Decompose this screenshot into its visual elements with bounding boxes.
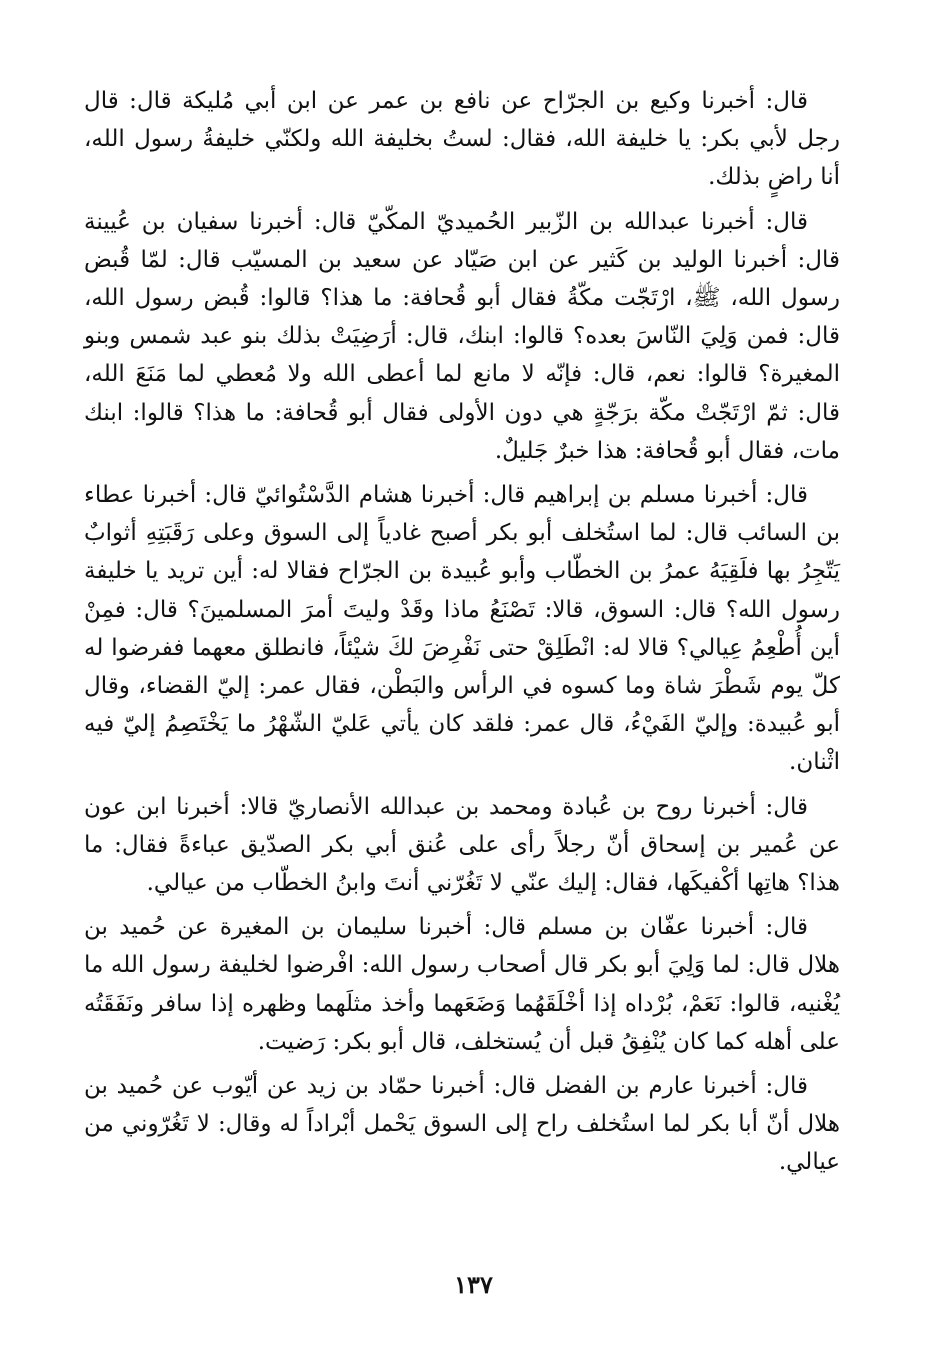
paragraph-4: قال: أخبرنا روح بن عُبادة ومحمد بن عبدالله الأنصاريّ قالا: أخبرنا ابن عون عن عُمير بن إسحاق أنّ رجلاً رأى على عُنق أبي بكر الصدّيق عباءةً فقال: ما هذا؟ هاتِها أكْفيكَها، فقال: إليك عنّي لا تَغُرّني أنتَ وابنُ الخطّاب من عيالي. [84, 793, 840, 897]
paragraph-2: قال: أخبرنا عبدالله بن الزّبير الحُميديّ المكّيّ قال: أخبرنا سفيان بن عُيينة قال: أخبرنا الوليد بن كَثير عن ابن صَيّاد عن سعيد بن المسيّب قال: لمّا قُبض رسول الله، ﷺ، ارْتَجّت مكّةُ فقال أبو قُحافة: ما هذا؟ قالوا: قُبض رسول الله، قال: فمن وَلِيَ النّاسَ بعده؟ قالوا: ابنك، قال: أرَضِيَتْ بذلك بنو عبد شمس وبنو المغيرة؟ قالوا: نعم، قال: فإنّه لا مانع لما أعطى الله ولا مُعطي لما مَنَعَ الله، قال: ثمّ ارْتَجّتْ مكّة برَجّةٍ هي دون الأولى فقال أبو قُحافة: ما هذا؟ قالوا: ابنك مات، فقال أبو قُحافة: هذا خبرٌ جَليلٌ. [84, 208, 840, 464]
paragraph-1: قال: أخبرنا وكيع بن الجرّاح عن نافع بن عمر عن ابن أبي مُليكة قال: قال رجل لأبي بكر: يا خليفة الله، فقال: لستُ بخليفة الله ولكنّي خليفةُ رسول الله، أنا راضٍ بذلك. [84, 88, 840, 191]
paragraph-3: قال: أخبرنا مسلم بن إبراهيم قال: أخبرنا هشام الدَّسْتُوائيّ قال: أخبرنا عطاء بن السائب قال: لما استُخلف أبو بكر أصبح غادياً إلى السوق وعلى رَقَبَتِهِ أثوابٌ يَتّجِرُ بها فلَقِيَهُ عمرُ بن الخطّاب وأبو عُبيدة بن الجرّاح فقالا له: أين تريد يا خليفة رسول الله؟ قال: السوق، قالا: تَصْنَعُ ماذا وقَدْ وليتَ أمرَ المسلمينَ؟ قال: فمِنْ أين أُطْعِمُ عِيالي؟ قالا له: انْطَلِقْ حتى نَفْرِضَ لكَ شيْئاً، فانطلق معهما ففرضوا له كلّ يوم شَطْرَ شاة وما كسوه في الرأس والبَطْن، فقال عمر: إليّ القضاء، وقال أبو عُبيدة: وإليّ الفَيْءُ، قال عمر: فلقد كان يأتي عَليّ الشّهْرُ ما يَخْتَصِمُ إليّ فيه اثْنان. [84, 482, 840, 776]
paragraph-5: قال: أخبرنا عفّان بن مسلم قال: أخبرنا سليمان بن المغيرة عن حُميد بن هلال قال: لما وَلِيَ أبو بكر قال أصحاب رسول الله: افْرضوا لخليفة رسول الله ما يُغْنيه، قالوا: نَعَمْ، بُرْداه إذا أخْلَقَهُما وَضَعَهما وأخذ مثلَهما وظهره إذا سافر ونَفَقَتُه على أهله كما كان يُنْفِقُ قبل أن يُستخلف، قال أبو بكر: رَضيت. [84, 914, 840, 1055]
paragraph-6: قال: أخبرنا عارم بن الفضل قال: أخبرنا حمّاد بن زيد عن أيّوب عن حُميد بن هلال أنّ أبا بكر لما استُخلف راح إلى السوق يَحْمل أبْراداً له وقال: لا تَغُرّوني من عيالي. [84, 1073, 840, 1176]
document-page [84, 82, 840, 1332]
page-number: ١٣٧ [454, 1270, 493, 1299]
text-body [84, 82, 840, 1182]
